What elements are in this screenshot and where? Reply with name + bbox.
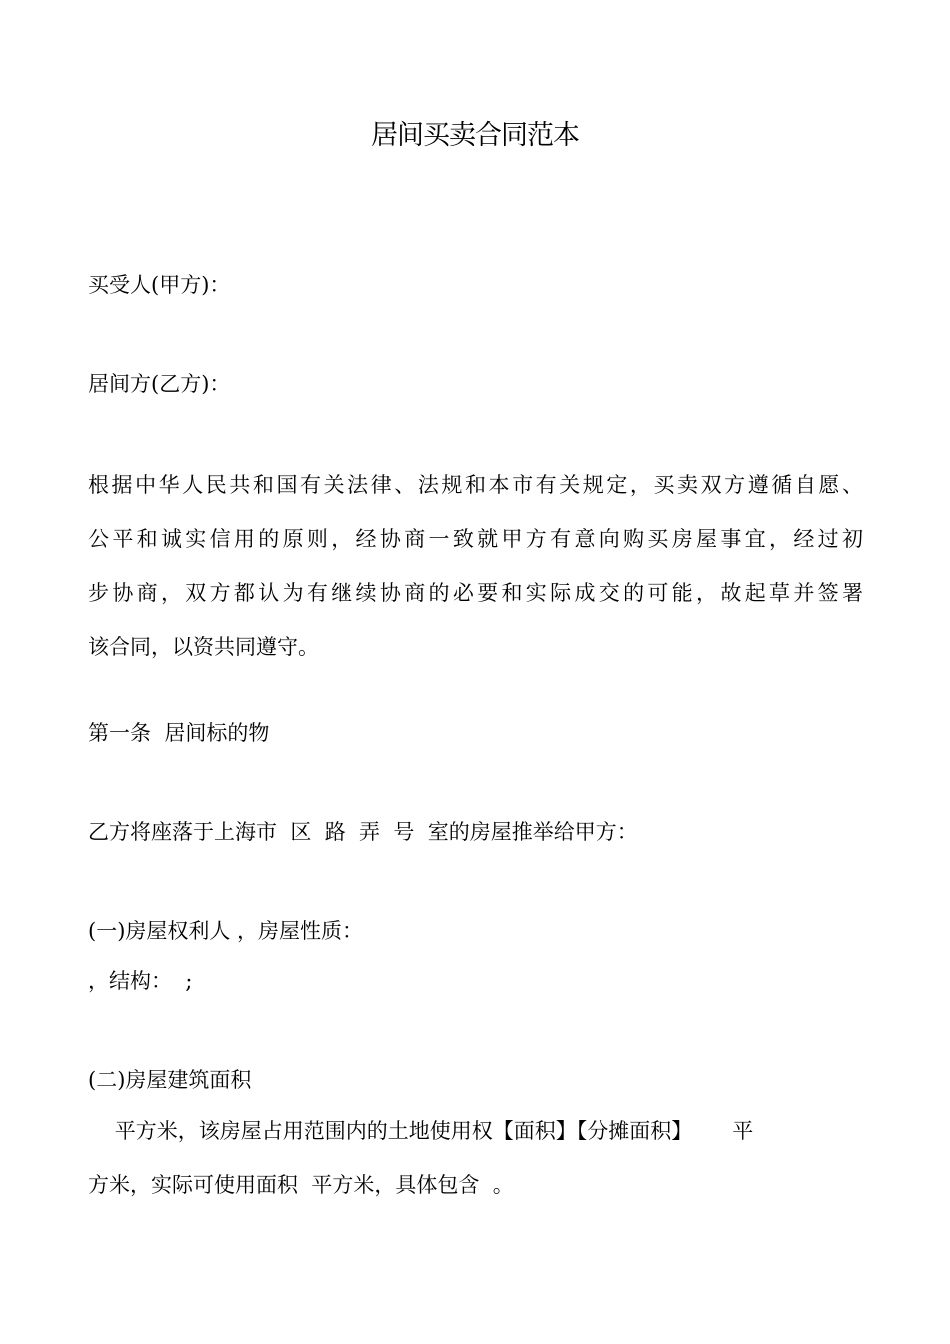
item-1-line-1: (一)房屋权利人 ，房屋性质： [88, 919, 364, 943]
preamble-line [88, 632, 888, 686]
item-2-heading: (二)房屋建筑面积 [88, 1068, 252, 1092]
preamble-line [88, 524, 888, 578]
preamble-line [88, 470, 888, 524]
preamble-paragraph [88, 470, 888, 686]
preamble-line-text: 该合同，以资共同遵守。 [88, 635, 319, 659]
preamble-line-text: 步协商，双方都认为有继续协商的必要和实际成交的可能，故起草并签署 [88, 581, 863, 605]
preamble-line-text: 公平和诚实信用的原则，经协商一致就甲方有意向购买房屋事宜，经过初 [88, 527, 863, 551]
article-1-heading: 第一条 居间标的物 [88, 721, 270, 745]
item-2-line-text: 方米，实际可使用面积 平方米，具体包含 。 [88, 1173, 514, 1197]
item-2-paragraph [88, 1116, 888, 1224]
article-1-intro: 乙方将座落于上海市 区 路 弄 号 室的房屋推举给甲方： [88, 820, 638, 844]
document-title: 居间买卖合同范本 [371, 120, 579, 151]
broker-label: 居间方(乙方)： [88, 372, 231, 396]
preamble-line [88, 578, 888, 632]
preamble-line-text: 根据中华人民共和国有关法律、法规和本市有关规定，买卖双方遵循自愿、 [88, 473, 863, 497]
item-2-line [88, 1170, 888, 1224]
item-2-line [88, 1116, 888, 1170]
item-1-line-2: ，结构： ; [88, 969, 193, 993]
item-2-line-text: 平方米，该房屋占用范围内的土地使用权【面积】【分摊面积】 平 [88, 1119, 754, 1143]
buyer-label: 买受人(甲方)： [88, 273, 231, 297]
